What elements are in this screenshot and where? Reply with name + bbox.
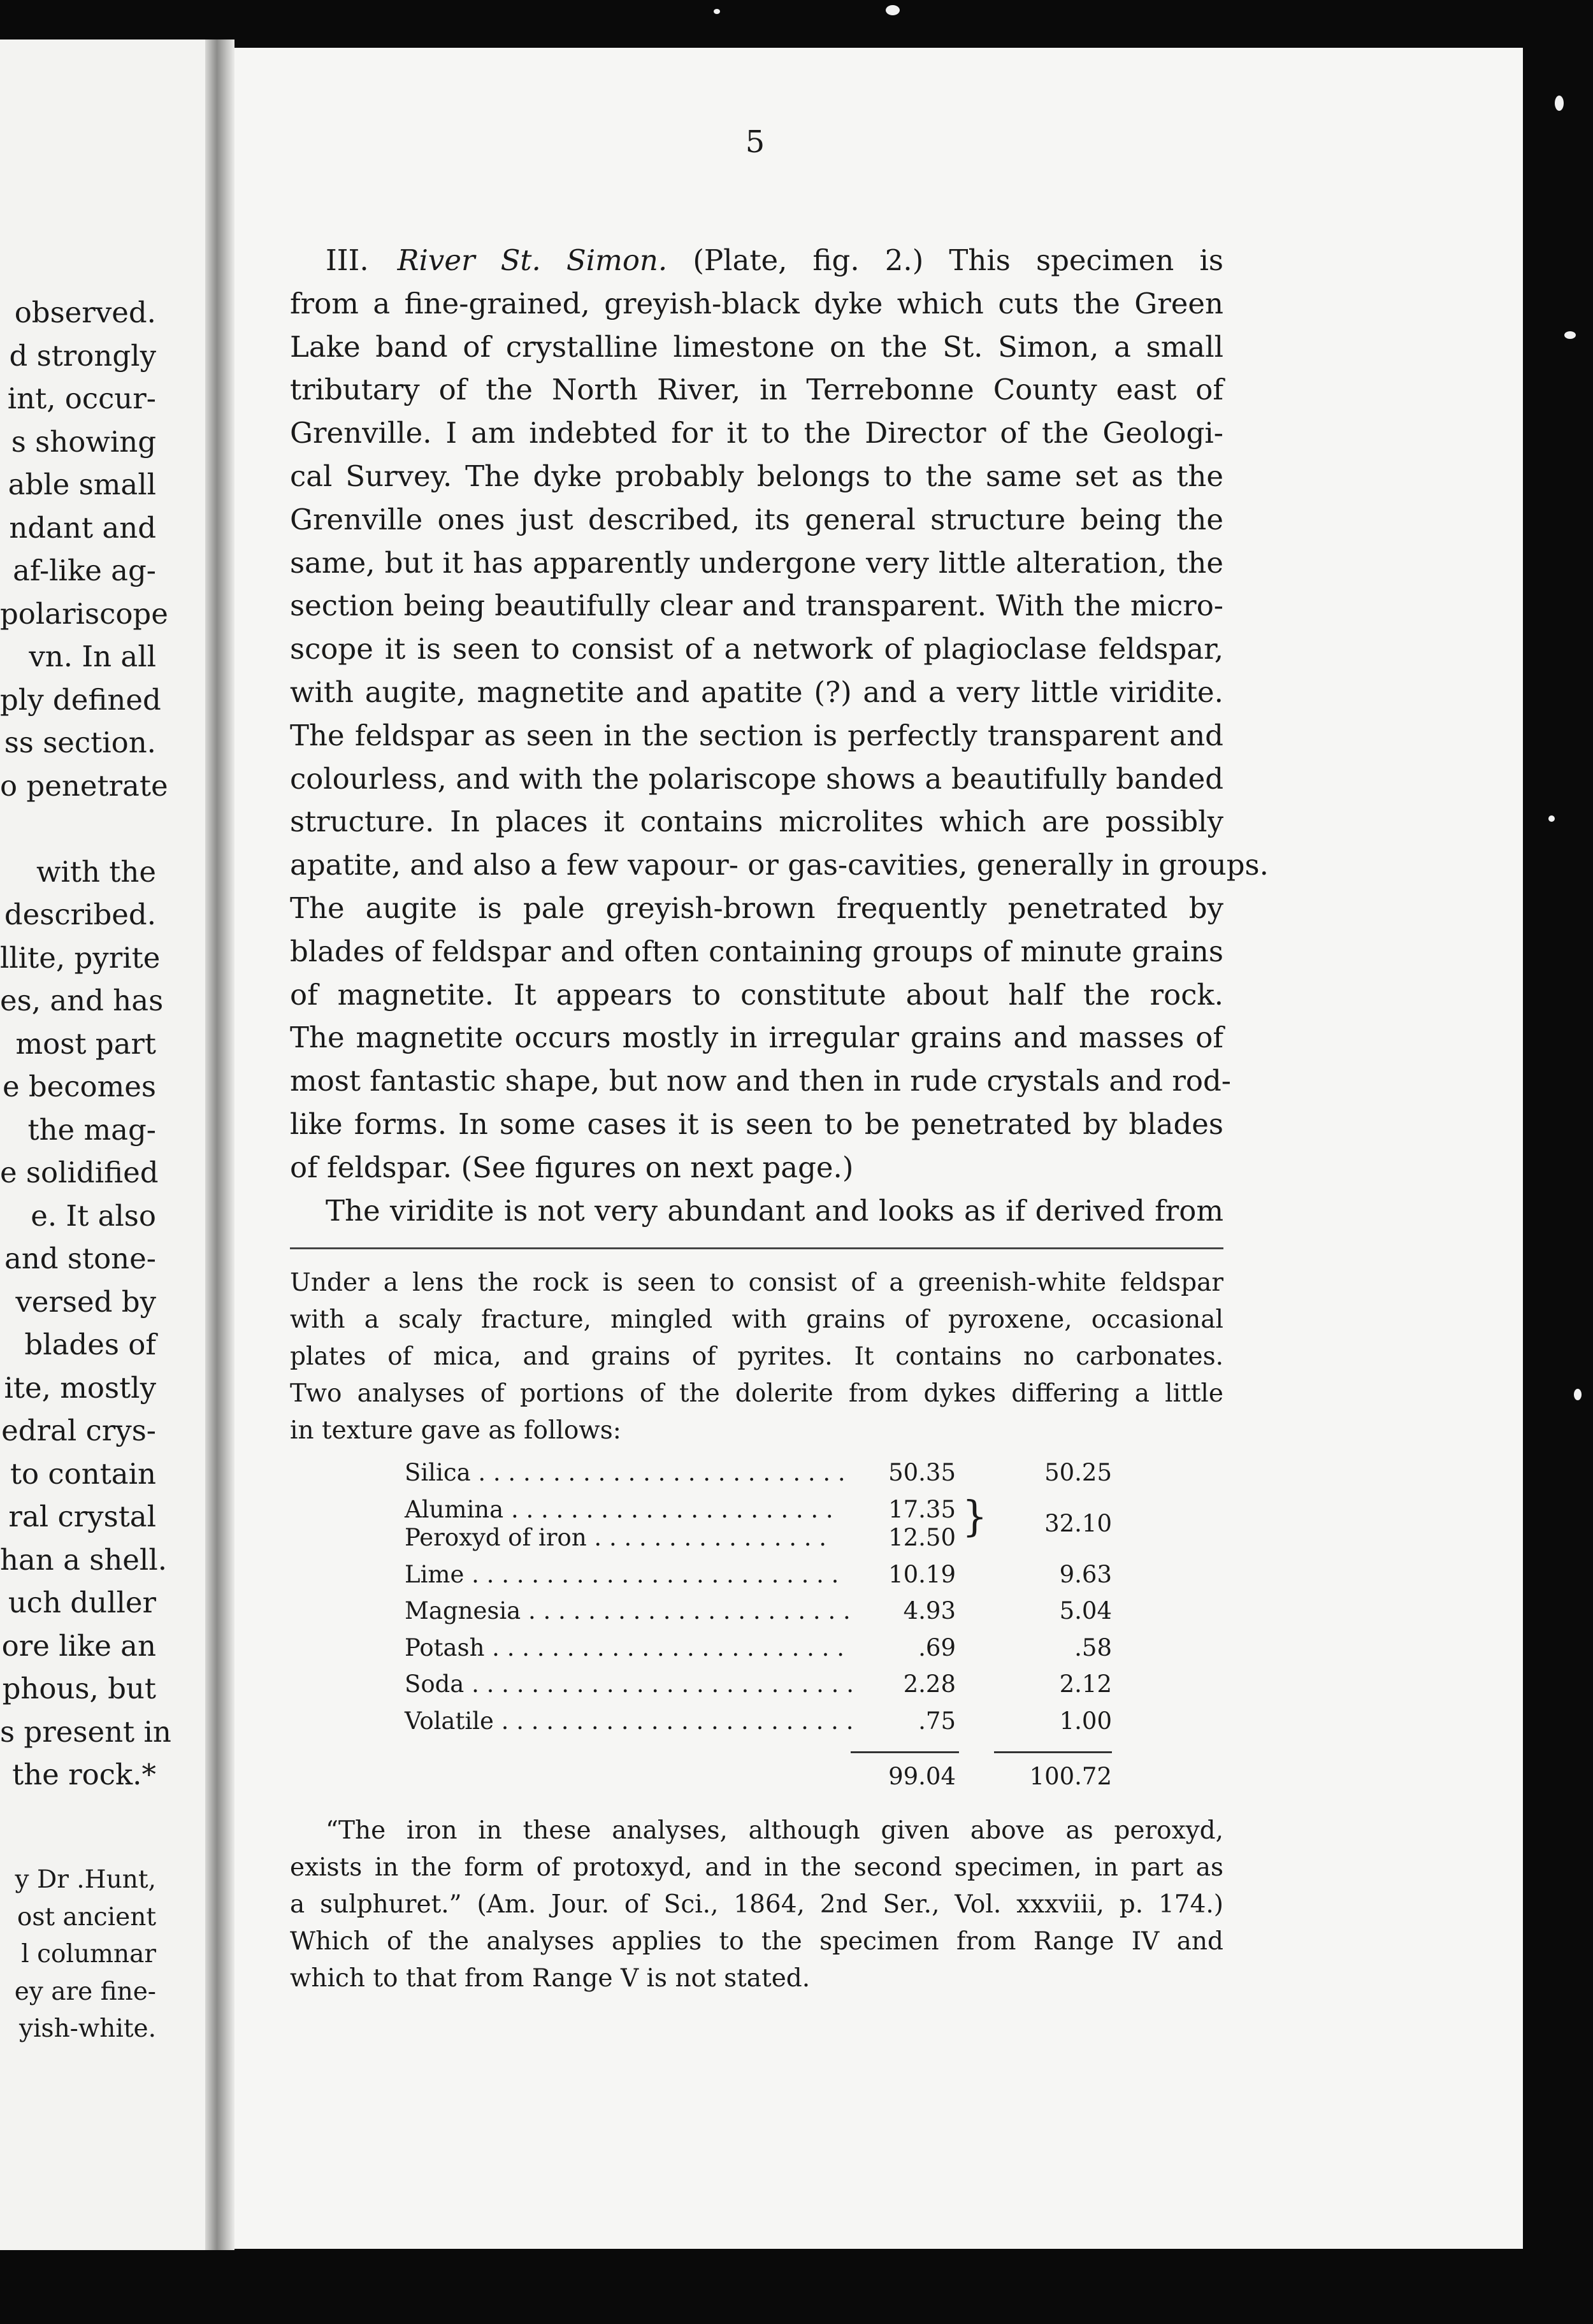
footnote-line: plates of mica, and grains of pyrites. It contains no carbonates. [290,1342,1223,1371]
body-line: of magnetite. It appears to constitute about half the rock. [290,977,1223,1012]
left-text-fragment: int, occur- [7,382,156,415]
analysis-label: Lime . . . . . . . . . . . . . . . . . . . . . . . . . [405,1560,839,1588]
section-numeral: III. [326,243,369,277]
left-text-fragment: phous, but [2,1672,156,1705]
analysis-value-1: .75 [918,1707,956,1735]
left-text-fragment: e solidified [0,1156,159,1189]
body-line: blades of feldspar and often containing groups of minute grains [290,934,1223,968]
left-text-fragment: e becomes [2,1070,156,1103]
analysis-row [405,1560,1112,1598]
left-text-fragment: with the [36,854,156,889]
left-text-fragment: ply defined [0,682,161,717]
analysis-row [405,1670,1112,1707]
analysis-value-2: 50.25 [1044,1459,1112,1486]
body-line: of feldspar. (See figures on next page.) [290,1150,854,1184]
analysis-value-1: 2.28 [903,1670,956,1698]
analysis-label: Peroxyd of iron . . . . . . . . . . . . . . . . [405,1523,827,1551]
left-text-fragment: blades of [24,1328,156,1361]
analysis-value-2: .58 [1074,1633,1112,1661]
body-line: structure. In places it contains microlites which are possibly [290,805,1223,839]
body-line: The augite is pale greyish-brown frequently penetrated by [290,891,1223,925]
analysis-row [405,1597,1112,1634]
body-line: with augite, magnetite and apatite (?) and a very little viridite. [290,675,1223,709]
body-line: most fantastic shape, but now and then in rude crystals and rod- [290,1064,1232,1098]
left-footnote-fragment: l columnar [21,1940,156,1969]
footnote-line: with a scaly fracture, mingled with grains of pyroxene, occasional [290,1305,1223,1334]
analysis-value-2: 2.12 [1059,1670,1112,1698]
analysis-label: Alumina . . . . . . . . . . . . . . . . . . . . . . [405,1495,833,1523]
body-line-text: (Plate, fig. 2.) This specimen is [667,243,1224,277]
quote-line: exists in the form of protoxyd, and in the second specimen, in part as [290,1853,1223,1882]
scan-speck [1548,815,1555,822]
body-text [290,239,1269,1232]
left-text-fragment: ss section. [4,726,156,759]
body-line: apatite, and also a few vapour- or gas-cavities, generally in groups. [290,848,1269,882]
left-text-fragment: han a shell. [0,1542,168,1577]
footnote-line: Under a lens the rock is seen to consist of a greenish-white feldspar [290,1268,1223,1297]
footnote-line: Two analyses of portions of the dolerite from dykes differing a little [290,1379,1223,1408]
footnote-line: in texture gave as follows: [290,1416,621,1445]
scan-speck [1555,96,1564,111]
scan-speck [714,9,720,14]
analysis-label: Potash . . . . . . . . . . . . . . . . . . . . . . . . [405,1633,844,1661]
left-text-fragment: uch duller [8,1586,156,1619]
body-line: The magnetite occurs mostly in irregular grains and masses of [290,1021,1223,1055]
body-line: colourless, and with the polariscope shows a beautifully banded [290,761,1223,796]
left-text-fragment: s showing [11,424,156,459]
left-page-footnote [0,1861,156,2048]
left-text-fragment: the rock.* [12,1758,156,1791]
left-text-fragment: observed. [14,296,156,329]
analysis-value-1: .69 [918,1633,956,1661]
left-text-fragment: described. [4,898,156,931]
left-text-fragment: ndant and [9,510,156,545]
footnote-text [290,1265,1223,1449]
left-text-fragment: s present in [0,1714,171,1749]
left-footnote-fragment: ey are fine- [14,1977,156,2006]
analysis-value-1: 17.35 [888,1495,956,1523]
body-line: from a fine-grained, greyish-black dyke which cuts the Green [290,286,1223,320]
left-footnote-fragment: ost ancient [17,1902,156,1932]
body-line: Grenville. I am indebted for it to the Director of the Geologi- [290,416,1223,450]
analysis-total-row [405,1763,1112,1798]
analysis-value-2: 5.04 [1059,1597,1112,1625]
left-text-fragment: ite, mostly [4,1370,156,1405]
footnote-quote [290,1812,1223,1997]
quote-line: which to that from Range V is not stated. [290,1964,811,1993]
brace-symbol: } [962,1491,988,1541]
analyses-table [405,1459,1112,1798]
analysis-row [405,1707,1112,1744]
analysis-total-1: 99.04 [888,1763,956,1790]
left-text-fragment: the mag- [27,1112,156,1147]
body-line: The feldspar as seen in the section is perfectly transparent and [290,718,1223,752]
scan-speck [886,5,900,15]
analysis-value-1: 10.19 [888,1560,956,1588]
left-text-fragment: llite, pyrite [0,940,161,975]
body-line: cal Survey. The dyke probably belongs to the same set as the [290,459,1223,493]
analysis-value-2: 1.00 [1059,1707,1112,1735]
sum-rule-2 [994,1751,1112,1753]
analysis-label: Silica . . . . . . . . . . . . . . . . . . . . . . . . . [405,1459,846,1486]
left-text-fragment: ral crystal [8,1500,156,1533]
left-text-fragment: e. It also [31,1198,156,1233]
analysis-label: Magnesia . . . . . . . . . . . . . . . . . . . . . . [405,1597,851,1625]
sum-rule-1 [851,1751,959,1753]
left-text-fragment: es, and has [0,984,164,1017]
body-line: section being beautifully clear and transparent. With the micro- [290,589,1223,623]
left-footnote-fragment: yish-white. [19,2014,156,2043]
body-line: scope it is seen to consist of a network of plagioclase feldspar, [290,632,1223,666]
analysis-row [405,1633,1112,1671]
quote-line: “The iron in these analyses, although given above as peroxyd, [326,1816,1223,1845]
left-text-fragment: able small [8,468,156,501]
sum-rules [405,1744,1106,1763]
body-line: Grenville ones just described, its general structure being the [290,502,1223,536]
body-line: The viridite is not very abundant and looks as if derived from [326,1193,1223,1228]
body-line: Lake band of crystalline limestone on the St. Simon, a small [290,329,1223,364]
body-line [290,239,1223,282]
quote-line: a sulphuret.” (Am. Jour. of Sci., 1864, 2nd Ser., Vol. xxxviii, p. 174.) [290,1890,1223,1919]
analysis-label: Soda . . . . . . . . . . . . . . . . . . . . . . . . . . [405,1670,854,1698]
left-text-fragment: o penetrate [0,768,168,803]
left-text-fragment: edral crys- [1,1414,156,1447]
body-line: tributary of the North River, in Terrebonne County east of [290,373,1223,407]
left-text-fragment: af-like ag- [13,554,156,587]
analysis-label: Volatile . . . . . . . . . . . . . . . . . . . . . . . . [405,1707,854,1735]
book-gutter [205,39,234,2250]
quote-line: Which of the analyses applies to the specimen from Range IV and [290,1927,1223,1956]
left-text-fragment: ore like an [1,1628,156,1663]
scan-speck [1564,331,1576,339]
analysis-value-1: 50.35 [888,1459,956,1486]
left-text-fragment: to contain [10,1456,156,1491]
body-line: like forms. In some cases it is seen to be penetrated by blades [290,1107,1223,1141]
left-text-fragment: d strongly [9,338,156,373]
left-text-fragment [0,807,156,850]
left-text-fragment: polariscope [0,596,168,631]
analysis-value-2: 32.10 [1044,1509,1112,1537]
scan-speck [1574,1389,1582,1400]
section-place: River St. Simon. [397,243,668,277]
left-footnote-fragment: y Dr .Hunt, [15,1865,156,1894]
body-line: same, but it has apparently undergone very little alteration, the [290,545,1223,580]
analysis-value-2: 9.63 [1059,1560,1112,1588]
footnote-rule [290,1247,1223,1249]
left-text-fragment: vn. In all [29,640,156,673]
left-text-fragment: versed by [15,1284,156,1319]
analysis-value-1: 4.93 [903,1597,956,1625]
left-page-text [0,291,171,1797]
analysis-row [405,1459,1112,1496]
left-text-fragment: and stone- [4,1242,156,1275]
page-number: 5 [745,124,765,160]
analysis-value-1: 12.50 [888,1523,956,1551]
left-page [0,39,205,2250]
analysis-total-2: 100.72 [1029,1763,1112,1790]
left-text-fragment: most part [15,1026,156,1061]
